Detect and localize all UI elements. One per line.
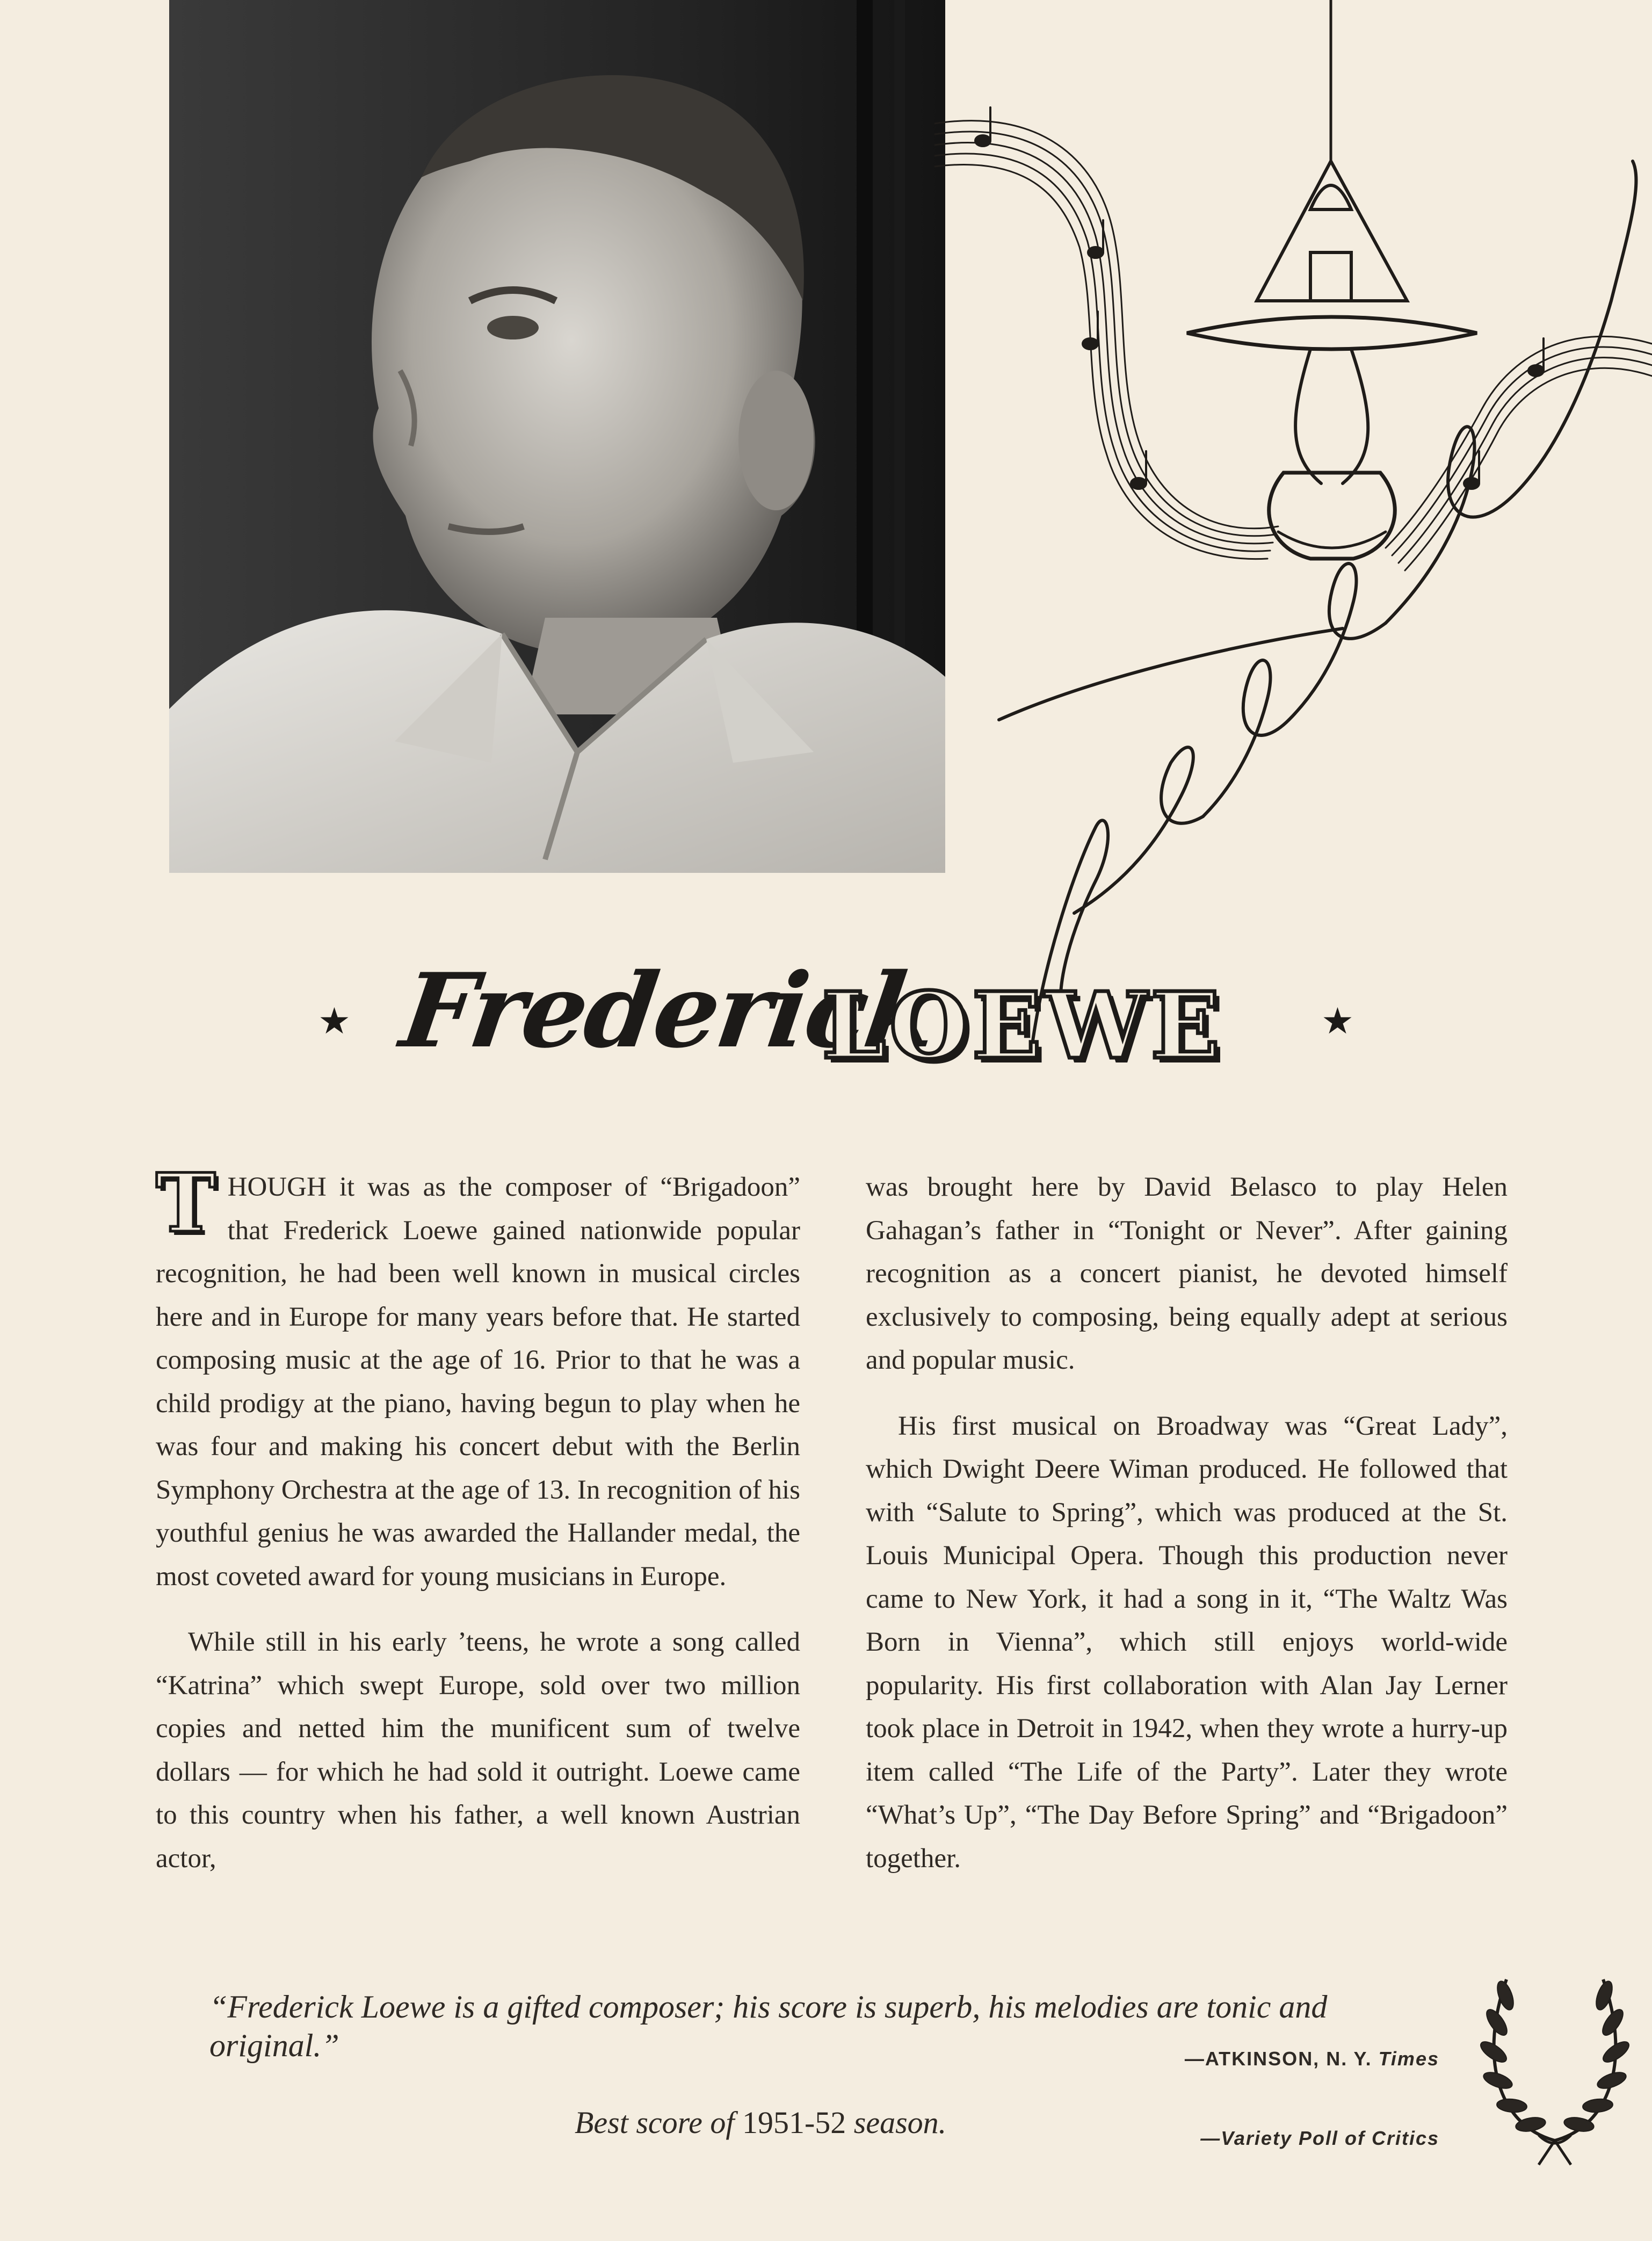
- best-score-suffix: season.: [853, 2105, 947, 2140]
- paragraph: While still in his early ’teens, he wrote a song called “Katrina” which swept Europe, sold over two million copies and netted him the munificent sum of twelve dollars — for which he had sold it outright. Loewe came to this country when his father, a well known Austrian actor,: [156, 1627, 800, 1874]
- paragraph: His first musical on Broadway was “Great Lady”, which Dwight Deere Wiman produced. He followed that with “Salute to Spring”, which was produced at the St. Louis Municipal Opera. Though this production never came to New York, it had a song in it, “The Waltz Was Born in Vienna”, which still enjoys world-wide popularity. His first collaboration with Alan Jay Lerner took place in Detroit in 1942, when they wrote a hurry-up item called “The Life of the Party”. Later they wrote “What’s Up”, “The Day Before Spring” and “Brigadoon” together.: [866, 1411, 1508, 1874]
- quote-attribution: [1171, 2048, 1439, 2070]
- best-score-year: 1951-52: [742, 2105, 846, 2140]
- body-column-left: [156, 1156, 800, 1880]
- paragraph-text: HOUGH it was as the composer of “Brigadoon” that Frederick Loewe gained nationwide popular recognition, he had been well known in musical circles here and in Europe for many years before that. He started composing music at the age of 16. Prior to that he was a child prodigy at the piano, having begun to play when he was four and making his concert debut with the Berlin Symphony Orchestra at the age of 13. In recognition of his youthful genius he was awarded the Hallander medal, the most coveted award for young musicians in Europe.: [156, 1172, 800, 1592]
- drop-cap: T: [156, 1156, 216, 1250]
- lamp-illustration: [934, 0, 1652, 1053]
- poll-attribution: —Variety Poll of Critics: [1200, 2127, 1439, 2149]
- laurel-wreath-icon: [1474, 1958, 1635, 2167]
- star-icon: ★: [1321, 1000, 1354, 1043]
- last-name: LOEWE: [822, 972, 1223, 1080]
- star-icon: ★: [318, 1000, 351, 1043]
- name-heading: [301, 951, 1375, 1090]
- body-column-right: [866, 1166, 1508, 1880]
- first-name: Frederick: [394, 951, 943, 1071]
- portrait-photo: [169, 0, 945, 873]
- critic-quote: “Frederick Loewe is a gifted composer; his score is superb, his melodies are tonic and original.”: [209, 1989, 1328, 2063]
- best-score-prefix: Best score of: [575, 2105, 735, 2140]
- attribution-publication: Times: [1378, 2048, 1439, 2070]
- attribution-name: —ATKINSON, N. Y.: [1184, 2048, 1372, 2070]
- paragraph: was brought here by David Belasco to play Helen Gahagan’s father in “Tonight or Never”. After gaining recognition as a concert pianist, he devoted himself exclusively to composing, being equally adept at serious and popular music.: [866, 1172, 1508, 1375]
- paragraph: [156, 1156, 800, 1598]
- best-score-line: [575, 2105, 946, 2141]
